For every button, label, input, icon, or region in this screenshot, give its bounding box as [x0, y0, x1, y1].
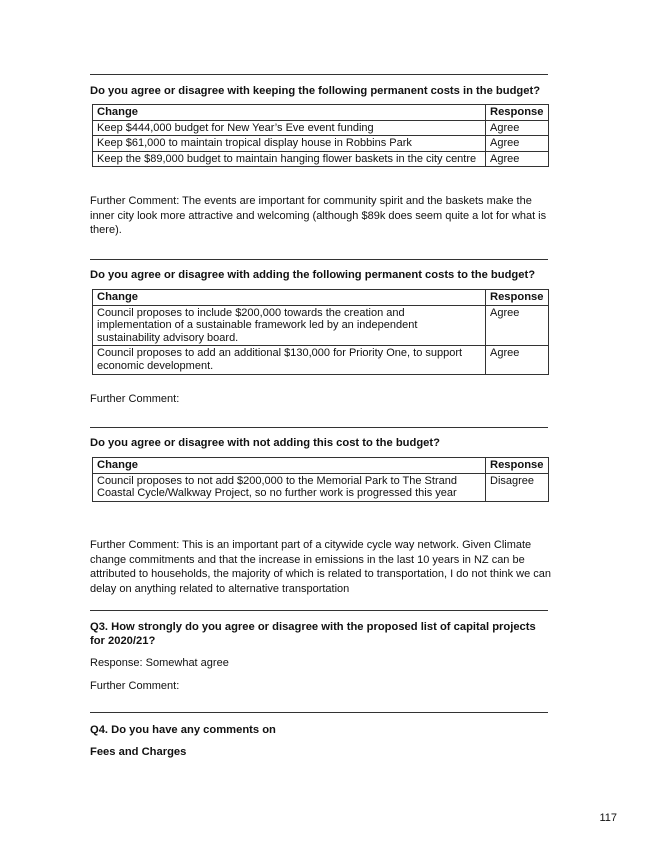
further-comment: Further Comment:	[90, 393, 180, 405]
keep-costs-table	[92, 104, 549, 167]
column-header-change: Change	[93, 458, 486, 474]
page-number: 117	[599, 812, 617, 824]
divider	[90, 74, 548, 75]
further-comment: Further Comment: The events are important for community spirit and the baskets make the inner city look more attractive and welcoming (although $89k does seem quite a lot for what is there).	[90, 195, 547, 236]
column-header-change: Change	[93, 105, 486, 121]
change-cell: Council proposes to add an additional $130,000 for Priority One, to support economic development.	[93, 346, 486, 374]
column-header-change: Change	[93, 290, 486, 306]
column-header-response: Response	[486, 290, 549, 306]
divider	[90, 712, 548, 713]
table-row	[93, 305, 549, 346]
table-row	[93, 136, 549, 152]
divider	[90, 259, 548, 260]
change-cell: Council proposes to not add $200,000 to the Memorial Park to The Strand Coastal Cycle/Walkway Project, so no further work is progressed this year	[93, 473, 486, 501]
q4-subheading: Fees and Charges	[90, 746, 187, 758]
add-costs-table	[92, 289, 549, 375]
column-header-response: Response	[486, 458, 549, 474]
change-cell: Keep $444,000 budget for New Year’s Eve event funding	[93, 120, 486, 136]
response-cell: Agree	[486, 136, 549, 152]
table-row	[93, 473, 549, 501]
question-not-add-cost: Do you agree or disagree with not adding this cost to the budget?	[90, 437, 440, 449]
divider	[90, 427, 548, 428]
table-header-row	[93, 105, 549, 121]
table-row	[93, 346, 549, 374]
question-q3: Q3. How strongly do you agree or disagree with the proposed list of capital projects for 2020/21?	[90, 621, 536, 647]
column-header-response: Response	[486, 105, 549, 121]
question-add-costs: Do you agree or disagree with adding the following permanent costs to the budget?	[90, 269, 536, 281]
q3-further-comment: Further Comment:	[90, 680, 180, 692]
question-q4: Q4. Do you have any comments on	[90, 724, 276, 736]
change-cell: Keep $61,000 to maintain tropical display house in Robbins Park	[93, 136, 486, 152]
divider	[90, 610, 548, 611]
question-keep-costs: Do you agree or disagree with keeping the following permanent costs in the budget?	[90, 85, 541, 97]
table-header-row	[93, 290, 549, 306]
further-comment: Further Comment: This is an important part of a citywide cycle way network. Given Climate change commitments and that the increase in emissions in the last 10 years in NZ can be attributed to households, the majority of which is related to transportation, I do not think we can delay on anything related to alternative transportation	[90, 539, 552, 595]
response-cell: Agree	[486, 305, 549, 346]
q3-response: Response: Somewhat agree	[90, 657, 229, 669]
table-header-row	[93, 458, 549, 474]
change-cell: Keep the $89,000 budget to maintain hanging flower baskets in the city centre	[93, 151, 486, 167]
table-row	[93, 151, 549, 167]
response-cell: Agree	[486, 151, 549, 167]
response-cell: Agree	[486, 120, 549, 136]
not-add-cost-table	[92, 457, 549, 502]
change-cell: Council proposes to include $200,000 towards the creation and implementation of a sustainable framework led by an independent sustainability advisory board.	[93, 305, 486, 346]
response-cell: Agree	[486, 346, 549, 374]
table-row	[93, 120, 549, 136]
response-cell: Disagree	[486, 473, 549, 501]
